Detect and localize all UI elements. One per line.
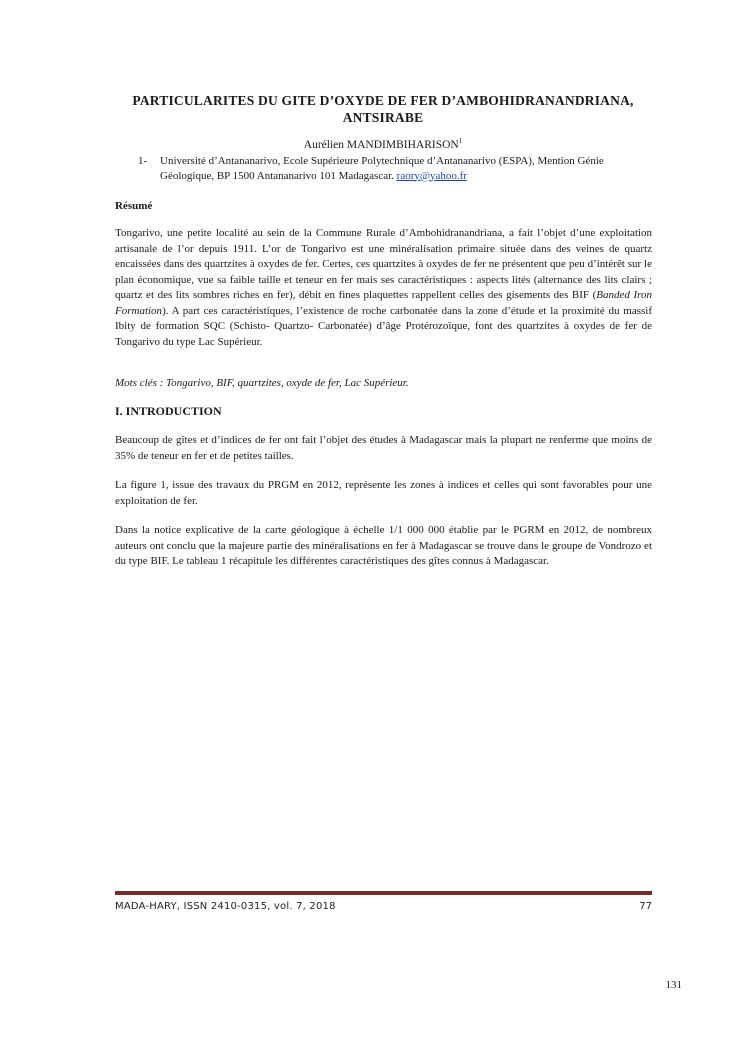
footer-journal-citation: MADA-HARY, ISSN 2410-0315, vol. 7, 2018 (115, 901, 336, 912)
intro-paragraph-2: La figure 1, issue des travaux du PRGM en 2012, représente les zones à indices et celles qui sont favorables pour une exploitation de fer. (115, 479, 652, 507)
global-page-number: 131 (665, 979, 682, 991)
keywords-line: Mots clés : Tongarivo, BIF, quartzites, oxyde de fer, Lac Supérieur. (115, 377, 409, 389)
author-line (115, 137, 651, 151)
paper-title: PARTICULARITES DU GITE D’OXYDE DE FER D’AMBOHIDRANANDRIANA, ANTSIRABE (132, 93, 634, 125)
footer-page-number: 77 (639, 901, 652, 912)
affiliation-text: Université d’Antananarivo, Ecole Supérieure Polytechnique d’Antananarivo (ESPA), Mention Génie Géologique, BP 1500 Antananarivo 101 Madagascar. (160, 155, 604, 182)
abstract-text-part1: Tongarivo, une petite localité au sein de la Commune Rurale d’Ambohidranandriana, a fait l’objet d’une exploitation artisanale de l’or depuis 1911. L’or de Tongarivo est une minéralisation primaire située dans des veines de quartz encaissées dans des quartzites à oxydes de fer. Certes, ces quartzites à oxydes de fer ne présentent que peu d’intérêt sur le plan économique, vue sa faible taille et teneur en fer mais ses caractéristiques : aspects lités (alternance des lits clairs ; quartz et des lits sombres riches en fer), débit en fines plaquettes rappellent celles des gisements des BIF ( (115, 227, 652, 301)
intro-paragraph-3: Dans la notice explicative de la carte géologique à échelle 1/1 000 000 établie par le PGRM en 2012, de nombreux auteurs ont conclu que la majeure partie des minéralisations en fer à Madagascar se trouve dans le groupe de Vondrozo et du type BIF. Le tableau 1 récapitule les différentes caractéristiques des gîtes connus à Madagascar. (115, 524, 652, 567)
affiliation-text-block (160, 154, 653, 183)
footer-divider (115, 891, 652, 895)
abstract-text-part2: ). A part ces caractéristiques, l’existence de roche carbonatée dans la zone d’étude et la proximité du massif Ibity de formation SQC (Schisto- Quartzo- Carbonatée) d’âge Protérozoïque, font des quartzites à oxydes de fer de Tongarivo du type Lac Supérieur. (115, 304, 652, 348)
abstract-heading: Résumé (115, 200, 153, 212)
abstract-italic-term: Banded Iron Formation (115, 289, 652, 317)
abstract-paragraph (115, 226, 652, 350)
intro-paragraph-1: Beaucoup de gîtes et d’indices de fer ont fait l’objet des études à Madagascar mais la plupart ne renferme que moins de 35% de teneur en fer et de petites tailles. (115, 434, 652, 462)
author-affiliation-mark: 1 (458, 137, 463, 145)
section-heading-introduction: I. INTRODUCTION (115, 404, 222, 418)
affiliation-number: 1- (138, 155, 148, 167)
affiliation (138, 154, 653, 183)
email-link[interactable]: raory@yahoo.fr (396, 169, 467, 182)
author-name: Aurélien MANDIMBIHARISON (303, 138, 459, 151)
